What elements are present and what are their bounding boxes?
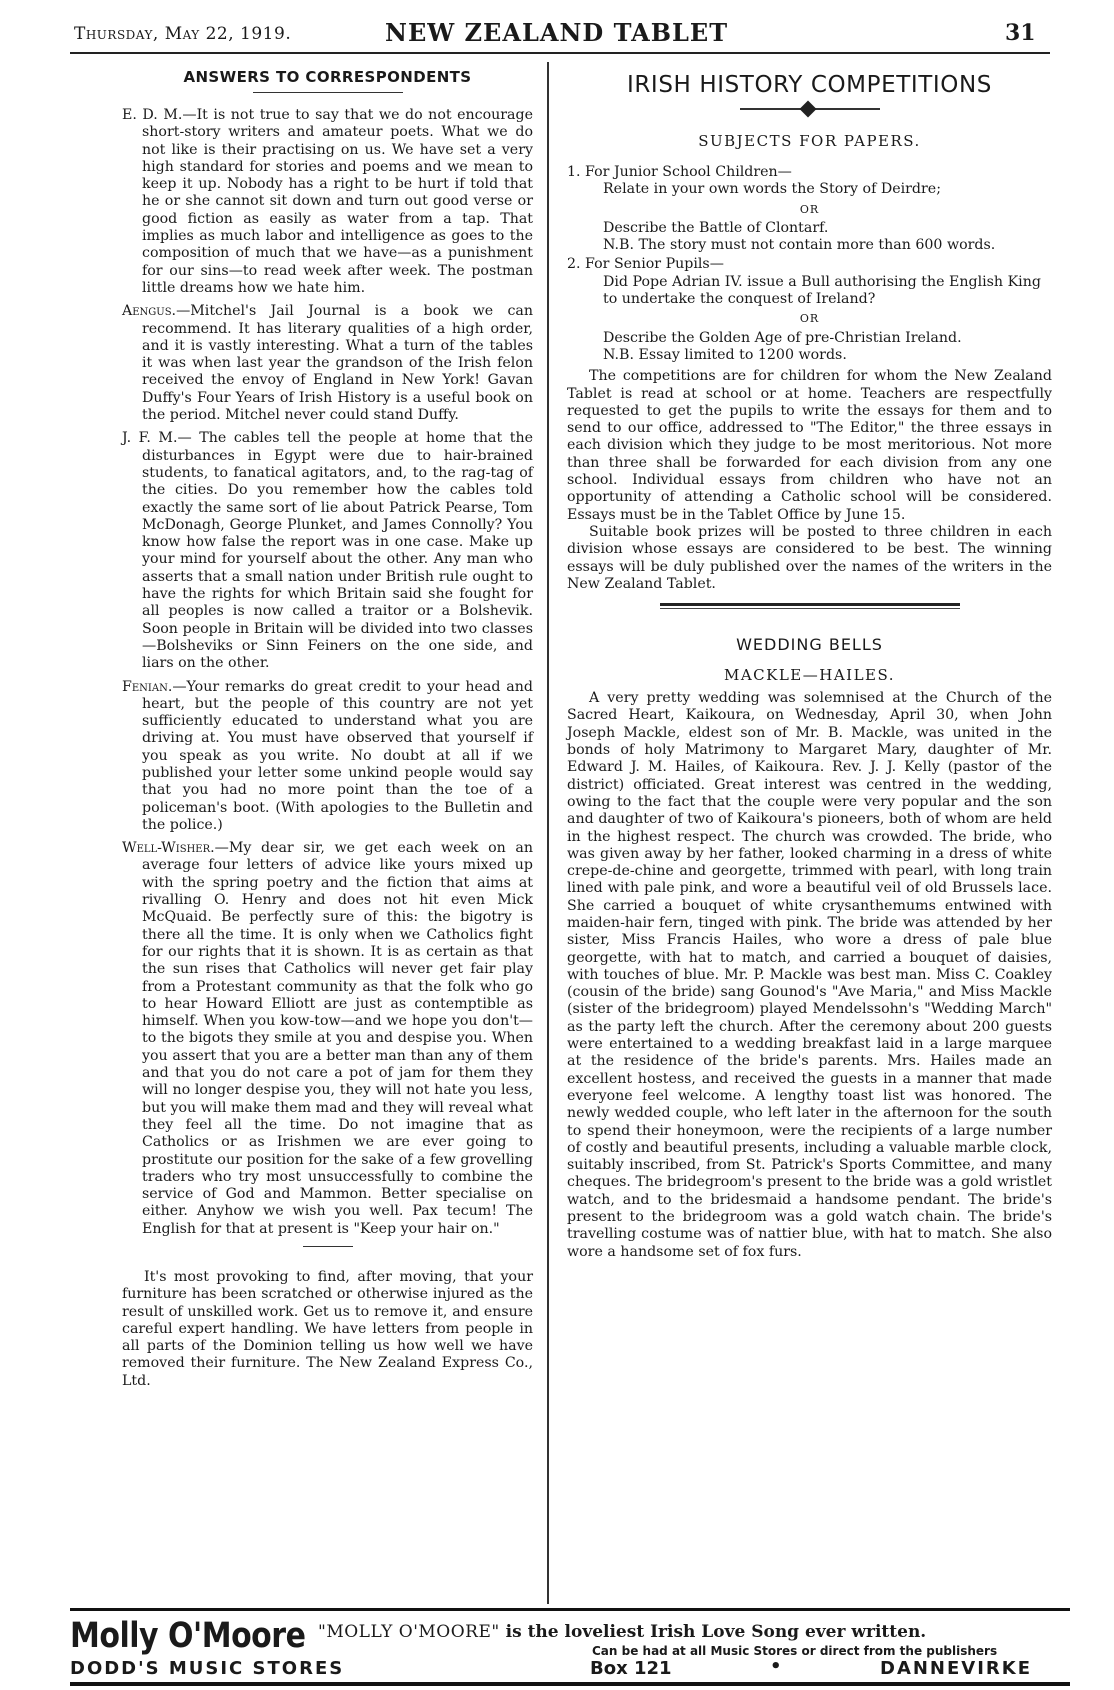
newspaper-title: NEW ZEALAND TABLET (385, 18, 729, 47)
junior-division (567, 164, 1052, 254)
column-divider (547, 62, 549, 1604)
section-rule (660, 608, 960, 609)
answers-heading-rule (253, 92, 403, 93)
song-title: Molly O'Moore (70, 1616, 306, 1657)
junior-task: Relate in your own words the Story of Deirdre; (603, 181, 941, 198)
po-box: Box 121 (590, 1658, 672, 1679)
left-column (122, 68, 533, 1390)
wedding-subtitle: MACKLE—HAILES. (723, 666, 896, 685)
answer-text: —Your remarks do great credit to your head and heart, but the people of this country are not yet sufficiently educated to understand what you are driving at. You must have observed that yourself if you speak as you write. No doubt at all if we published your letter some unkind people would say that you had no more point than the toe of a policeman's boot. (With apologies to the Bulletin and the police.) (142, 678, 533, 833)
answer-text: —It is not true to say that we do not encourage short-story writers and amateur poets. What we do not like is their practising on us. We have set a very high standard for stories and poems and we mean to keep it up. Nobody has a right to be hurt if told that he or she cannot sit down and turn out good verse or good fiction as easily as water from a tap. That implies as much labor and intelligence as goes to the composition of much that we have—as a punishment for our sins—to read week after week. The postman little dreams how we hate him. (142, 107, 533, 296)
song-quote: "MOLLY O'MOORE" (318, 1622, 500, 1642)
issue-date: Thursday, May 22, 1919. (74, 24, 292, 44)
senior-note: N.B. Essay limited to 1200 words. (603, 346, 847, 363)
correspondent-name: Aengus. (122, 303, 177, 320)
ad-rule (70, 1682, 1070, 1686)
ornamental-rule (740, 108, 880, 110)
answer-item (122, 840, 533, 1238)
answer-item (122, 107, 533, 297)
senior-task: Did Pope Adrian IV. issue a Bull authorising the English King to undertake the conquest of Ireland? (603, 273, 1041, 308)
masthead (0, 0, 1114, 56)
express-company-ad: It's most provoking to find, after moving, that your furniture has been scratched or otherwise injured as the result of unskilled work. Get us to remove it, and ensure careful expert handling. We have letters from people in all parts of the Dominion telling us how well we have removed their furniture. The New Zealand Express Co., Ltd. (122, 1269, 533, 1389)
music-store-ad (70, 1608, 1070, 1688)
senior-division (567, 256, 1052, 364)
wedding-heading: WEDDING BELLS (736, 635, 883, 655)
answer-text: —Mitchel's Jail Journal is a book we can recommend. It has literary qualities of a high order, and it is vastly interesting. What a turn of the tables it was when last year the grandson of the Irish felon received the envoy of England in New York! Gavan Duffy's Four Years of Irish History is a useful book on the period. Mitchel never could stand Duffy. (142, 303, 533, 424)
masthead-rule (70, 52, 1050, 54)
senior-task: Describe the Golden Age of pre-Christian Ireland. (603, 329, 962, 346)
answer-item (122, 679, 533, 835)
correspondent-name: Well-Wisher. (122, 840, 215, 857)
short-rule (303, 1246, 353, 1247)
page-number: 31 (1005, 20, 1036, 46)
competition-rules: The competitions are for children for whom the New Zealand Tablet is read at school or at home. Teachers are respectfully requested to get the pupils to write the essays for them and to send to our office, addressed to "The Editor," the three essays in each division which they judge to be most meritorious. Not more than three shall be forwarded for each division from any one school. Individual essays from children who have not an opportunity of attending a Catholic school will be considered. Essays must be in the Tablet Office by June 15. (567, 368, 1052, 523)
competition-prizes: Suitable book prizes will be posted to three children in each division whose essays are considered to be best. The winning essays will be duly published over the names of the writers in the New Zealand Tablet. (567, 523, 1052, 592)
tagline-text: is the loveliest Irish Love Song ever written. (505, 1622, 927, 1642)
ad-rule (70, 1608, 1070, 1611)
junior-label: 1. For Junior School Children— (567, 164, 792, 180)
answer-item (122, 303, 533, 424)
senior-label: 2. For Senior Pupils— (567, 256, 724, 273)
irish-history-heading: IRISH HISTORY COMPETITIONS (626, 72, 993, 98)
correspondent-name: E. D. M. (122, 107, 183, 123)
correspondent-name: Fenian. (122, 678, 173, 695)
or-separator: OR (799, 312, 820, 326)
subjects-subtitle: SUBJECTS FOR PAPERS. (698, 132, 921, 150)
junior-task: Describe the Battle of Clontarf. (603, 219, 829, 236)
answer-text: — The cables tell the people at home that the disturbances in Egypt were due to hair-brained students, to fanatical agitators, and, to the rag-tag of the cities. Do you remember how the cables told exactly the same sort of lie about Patrick Pearse, Tom McDonagh, George Plunket, and James Connolly? You know how false the report was in one case. Make up your mind for yourself about the other. Any man who asserts that a small nation under British rule ought to have the rights for which Britain said she fought for all peoples is now called a traitor or a Bolshevik. Soon people in Britain will be divided into two classes—Bolsheviks or Sinn Feiners on the one side, and liars on the other. (142, 430, 533, 672)
correspondent-name: J. F. M. (122, 430, 178, 447)
answer-item (122, 430, 533, 672)
store-town: DANNEVIRKE (880, 1658, 1033, 1679)
or-separator: OR (799, 202, 820, 216)
answers-heading: ANSWERS TO CORRESPONDENTS (183, 68, 472, 86)
availability-note: Can be had at all Music Stores or direct from the publishers (592, 1644, 998, 1658)
answer-text: —My dear sir, we get each week on an average four letters of advice like yours mixed up with the spring poetry and the fiction that aims at rivalling O. Henry and does not hit even Mick McQuaid. Be perfectly sure of this: the bigotry is there all the time. It is only when we Catholics fight for our rights that it is shown. It is as certain as that the sun rises that Catholics will never get fair play from a Protestant community as that the folk who go to hear Howard Elliott are just as contemptible as himself. When you kow-tow—and we hope you don't—to the bigots they smile at you and despise you. When you assert that you are a better man than any of them and that you do not care a pot of jam for them they will no longer despise you, they will not hate you less, but you will make them mad and they will reveal what they feel all the time. Do not imagine that as Catholics or as Irishmen we are ever going to prostitute our position for the sake of a few grovelling traders who try most unsuccessfully to combine the service of God and Mammon. Better specialise on either. Anyhow we wish you well. Pax tecum! The English for that at present is "Keep your hair on." (142, 840, 533, 1237)
right-column (567, 72, 1052, 1261)
song-tagline (318, 1622, 926, 1642)
store-name: DODD'S MUSIC STORES (70, 1658, 345, 1679)
junior-note: N.B. The story must not contain more than 600 words. (603, 237, 996, 254)
bullet-separator: • (770, 1656, 782, 1677)
wedding-report: A very pretty wedding was solemnised at the Church of the Sacred Heart, Kaikoura, on Wednesday, April 30, when John Joseph Mackle, eldest son of Mr. B. Mackle, was united in the bonds of holy Matrimony to Margaret Mary, daughter of Mr. Edward J. M. Hailes, of Kaikoura. Rev. J. J. Kelly (pastor of the district) officiated. Great interest was centred in the wedding, owing to the fact that the couple were very popular and the son and daughter of two of Kaikoura's pioneers, both of whom are held in the highest respect. The church was crowded. The bride, who was given away by her father, looked charming in a dress of white crepe-de-chine and georgette, trimmed with pearl, with long train lined with pale pink, and wore a beautiful veil of old Brussels lace. She carried a bouquet of white crysanthemums entwined with maiden-hair fern, tinged with pink. The bride was attended by her sister, Miss Francis Hailes, who wore a dress of pale blue georgette, with hat to match, and carried a bouquet of daisies, with touches of blue. Mr. P. Mackle was best man. Miss C. Coakley (cousin of the bride) sang Gounod's "Ave Maria," and Miss Mackle (sister of the bridegroom) played Mendelssohn's "Wedding March" as the party left the church. After the ceremony about 200 guests were entertained to a wedding breakfast laid in a large marquee at the residence of the bride's parents. Mrs. Hailes made an excellent hostess, and received the guests in a manner that made everyone feel welcome. A lengthy toast list was honored. The newly wedded couple, who left later in the afternoon for the south to spend their honeymoon, were the recipients of a large number of costly and beautiful presents, including a valuable marble clock, suitably inscribed, from St. Patrick's Sports Committee, and many cheques. The bridegroom's present to the bride was a gold wristlet watch, and to the bridesmaid a handsome pendant. The bride's present to the bridegroom was a gold watch chain. The bride's travelling costume was of nattier blue, with hat to match. She also wore a handsome set of fox furs. (567, 690, 1052, 1260)
section-rule (660, 603, 960, 606)
